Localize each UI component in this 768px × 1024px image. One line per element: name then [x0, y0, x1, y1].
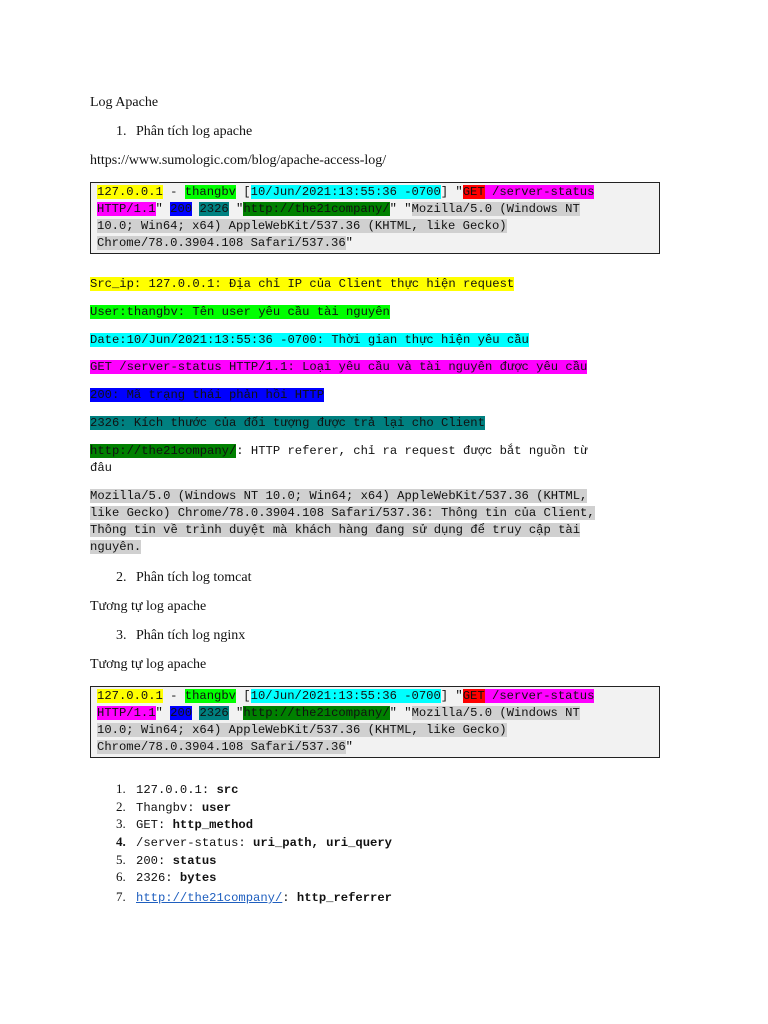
same-as-apache-1: Tương tự log apache — [90, 599, 207, 614]
log-sample-box-2: 127.0.0.1 - thangbv [10/Jun/2021:13:55:36 -0700] "GET /server-status HTTP/1.1" 200 2326 "http://the21company/" "Mozilla/5.0 (Windows NT 10.0; Win64; x64) AppleWebKit/537.36 (KHTML, like Gecko) Chrome/78.0.3904.108 Safari/537.36" — [90, 686, 660, 758]
list-item: 5. 200: status — [116, 851, 217, 868]
section-number: 1. — [116, 124, 127, 139]
explain-useragent-4: nguyên. — [90, 540, 142, 554]
log-status: 200 — [170, 202, 193, 216]
section-tomcat: 2. Phân tích log tomcat — [116, 570, 252, 585]
explain-referer-cont: đâu — [90, 461, 112, 475]
explain-bytes: 2326: Kích thước của đối tượng được trả lại cho Client — [90, 416, 485, 430]
source-url: https://www.sumologic.com/blog/apache-access-log/ — [90, 153, 387, 168]
section-label: Phân tích log apache — [136, 124, 253, 139]
explain-request: GET /server-status HTTP/1.1: Loại yêu cầu và tài nguyên được yêu cầu — [90, 360, 588, 374]
list-item: 3. GET: http_method — [116, 816, 254, 833]
log-line-2: HTTP/1.1" 200 2326 "http://the21company/" "Mozilla/5.0 (Windows NT — [97, 202, 580, 216]
log-ip: 127.0.0.1 — [97, 185, 163, 199]
explain-referer: http://the21company/: HTTP referer, chỉ ra request được bắt nguồn từ — [90, 444, 588, 458]
explain-useragent-3: Thông tin về trình duyệt mà khách hàng đang sử dụng để truy cập tài — [90, 523, 581, 537]
log-path: /server-status — [492, 185, 595, 199]
log-method: GET — [462, 185, 485, 199]
log-date: 10/Jun/2021:13:55:36 -0700 — [250, 185, 441, 199]
same-as-apache-2: Tương tự log apache — [90, 657, 207, 672]
log-bytes: 2326 — [199, 202, 229, 216]
log-line-4: Chrome/78.0.3904.108 Safari/537.36" — [97, 236, 353, 250]
log-protocol: HTTP/1.1 — [97, 202, 156, 216]
log-referer: http://the21company/ — [243, 202, 390, 216]
log-useragent-part1: Mozilla/5.0 (Windows NT — [411, 202, 580, 216]
list-item: 2. Thangbv: user — [116, 798, 232, 815]
section-nginx: 3. Phân tích log nginx — [116, 628, 246, 643]
referer-link[interactable]: http://the21company/ — [136, 891, 283, 906]
explain-date: Date:10/Jun/2021:13:55:36 -0700: Thời gian thực hiện yêu cầu — [90, 333, 529, 347]
explain-user: User:thangbv: Tên user yêu cầu tài nguyên — [90, 305, 390, 319]
explain-status: 200: Mã trạng thái phản hồi HTTP — [90, 388, 325, 402]
list-item: 6. 2326: bytes — [116, 869, 217, 886]
log-useragent-part2: 10.0; Win64; x64) AppleWebKit/537.36 (KHTML, like Gecko) — [97, 219, 507, 233]
list-item: 7. http://the21company/: http_referrer — [116, 889, 392, 906]
explain-src-ip: Src_ip: 127.0.0.1: Địa chỉ IP của Client thực hiện request — [90, 277, 515, 291]
log-sample-box — [90, 182, 660, 254]
explain-useragent-1: Mozilla/5.0 (Windows NT 10.0; Win64; x64) AppleWebKit/537.36 (KHTML, — [90, 489, 588, 503]
log-user: thangbv — [184, 185, 236, 199]
list-item: 1. 127.0.0.1: src — [116, 781, 239, 797]
explain-useragent-2: like Gecko) Chrome/78.0.3904.108 Safari/537.36: Thông tin của Client, — [90, 506, 595, 520]
field-mapping-list — [116, 780, 392, 906]
log-line-3 — [97, 218, 659, 235]
section-apache — [116, 124, 252, 140]
explain-referer-key: http://the21company/ — [90, 444, 237, 458]
list-item: 4. /server-status: uri_path, uri_query — [116, 834, 392, 851]
page-heading: Log Apache — [90, 95, 159, 110]
log-useragent-part3: Chrome/78.0.3904.108 Safari/537.36 — [97, 236, 346, 250]
log-line-1: 127.0.0.1 - thangbv [10/Jun/2021:13:55:36 -0700] "GET /server-status — [97, 185, 595, 199]
